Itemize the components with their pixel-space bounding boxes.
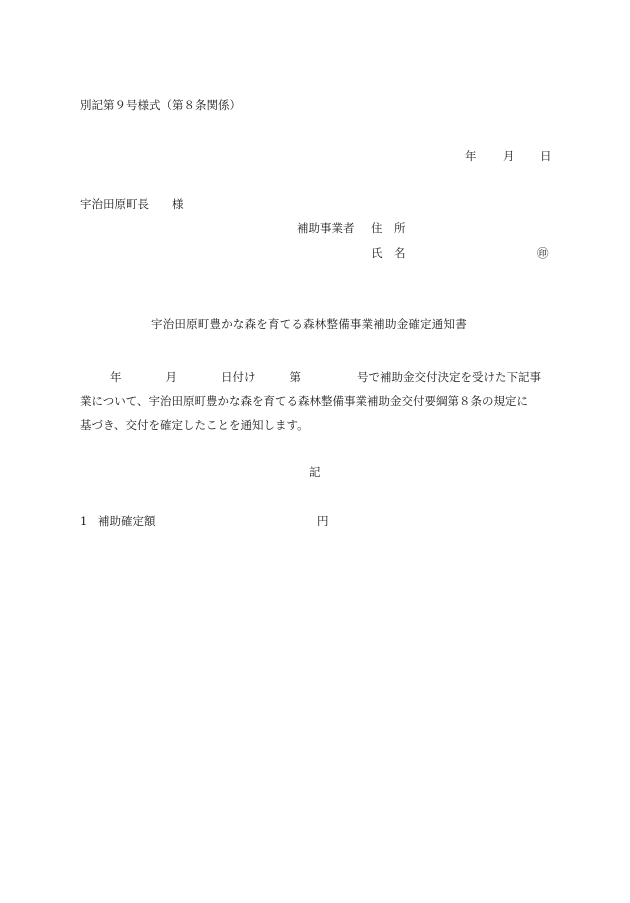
ki-heading: 記 xyxy=(309,465,321,479)
item-label: 補助確定額 xyxy=(98,514,156,528)
form-identifier: 別記第９号様式（第８条関係） xyxy=(80,98,241,112)
item-number: 1 xyxy=(80,514,88,528)
date-month-label: 月 xyxy=(503,149,515,163)
body-month: 月 xyxy=(165,370,177,384)
date-day-label: 日 xyxy=(540,149,552,163)
body-line1-rest: 号で補助金交付決定を受けた下記事 xyxy=(357,370,541,384)
body-line-3: 基づき、交付を確定したことを通知します。 xyxy=(80,418,309,432)
addressee: 宇治田原町長 様 xyxy=(80,197,184,211)
body-year: 年 xyxy=(110,370,122,384)
body-line-1 xyxy=(80,365,558,389)
document-title: 宇治田原町豊かな森を育てる森林整備事業補助金確定通知書 xyxy=(151,317,467,331)
item-unit: 円 xyxy=(317,514,329,528)
seal-mark: ㊞ xyxy=(537,246,549,260)
body-dai: 第 xyxy=(289,370,301,384)
name-label: 氏 名 xyxy=(371,246,406,260)
notice-body xyxy=(80,365,558,437)
applicant-title: 補助事業者 xyxy=(297,221,355,235)
address-label: 住 所 xyxy=(371,221,406,235)
date-year-label: 年 xyxy=(465,149,477,163)
body-line-2: 業について、宇治田原町豊かな森を育てる森林整備事業補助金交付要綱第８条の規定に xyxy=(80,394,529,408)
body-dated: 日付け xyxy=(221,370,256,384)
